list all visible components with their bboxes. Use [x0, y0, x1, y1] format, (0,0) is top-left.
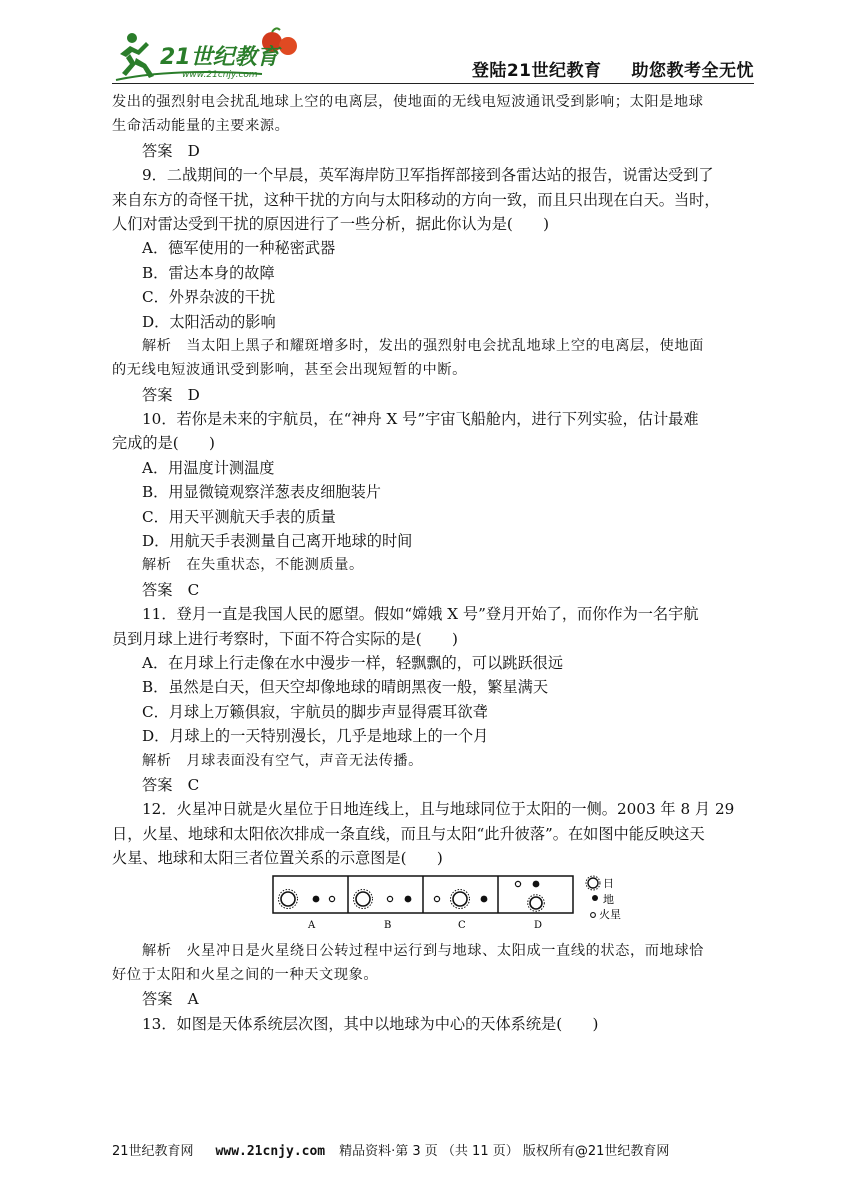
sun-earth-mars-figure	[272, 875, 652, 935]
text-line: D．太阳活动的影响	[142, 312, 276, 331]
page-footer	[112, 1140, 669, 1159]
mars-icon	[434, 896, 439, 901]
earth-icon	[533, 880, 540, 887]
text-line: D．用航天手表测量自己离开地球的时间	[142, 532, 413, 551]
text-line: 生命活动能量的主要来源。	[112, 118, 290, 135]
mars-icon	[329, 896, 334, 901]
text-line: 来自东方的奇怪干扰，这种干扰的方向与太阳移动的方向一致，而且只出现在白天。当时，	[112, 190, 720, 209]
option-c-diagram	[434, 889, 487, 908]
text-line: 12．火星冲日就是火星位于日地连线上，且与地球同位于太阳的一侧。2003 年 8 月 29	[142, 800, 735, 819]
text-line: 完成的是( )	[112, 434, 215, 453]
text-line: 员到月球上进行考察时，下面不符合实际的是( )	[112, 629, 458, 648]
earth-icon	[405, 895, 412, 902]
text-line: B．虽然是白天，但天空却像地球的晴朗黑夜一般，繁星满天	[142, 678, 549, 697]
text-line: C．用天平测航天手表的质量	[142, 507, 336, 526]
mars-icon	[515, 881, 520, 886]
option-b-label: B	[384, 919, 392, 931]
slogan-left: 登陆21世纪教育	[471, 61, 602, 81]
text-line: 答案 D	[142, 385, 200, 404]
earth-icon	[481, 895, 488, 902]
text-line: 解析 月球表面没有空气，声音无法传播。	[142, 752, 423, 769]
text-block-1	[112, 90, 754, 871]
text-line: D．月球上的一天特别漫长，几乎是地球上的一个月	[142, 727, 489, 746]
logo-url: www.21cnjy.com	[182, 70, 258, 80]
text-line: 答案 D	[142, 141, 200, 160]
footer-info: 精品资料·第 3 页 （共 11 页） 版权所有@21世纪教育网	[339, 1144, 670, 1159]
text-line: B．雷达本身的故障	[142, 263, 275, 282]
text-line: 好位于太阳和火星之间的一种天文现象。	[112, 966, 379, 983]
text-line: 9．二战期间的一个早晨，英军海岸防卫军指挥部接到各雷达站的报告，说雷达受到了	[142, 166, 714, 185]
text-line: 解析 当太阳上黑子和耀斑增多时，发出的强烈射电会扰乱地球上空的电离层，使地面	[142, 337, 704, 354]
text-line: A．德军使用的一种秘密武器	[142, 239, 336, 258]
legend-mars-icon	[591, 912, 596, 917]
logo	[112, 24, 302, 86]
legend-earth-label: 地	[603, 892, 614, 906]
text-line: 火星、地球和太阳三者位置关系的示意图是( )	[112, 849, 443, 868]
text-line: C．月球上万籁俱寂，宇航员的脚步声显得震耳欲聋	[142, 702, 488, 721]
text-line: 人们对雷达受到干扰的原因进行了一些分析，据此你认为是( )	[112, 214, 550, 233]
option-a-label: A	[308, 919, 316, 931]
legend-mars-label: 火星	[599, 907, 621, 921]
sun-icon	[530, 897, 542, 909]
text-line: 解析 在失重状态，不能测质量。	[142, 557, 364, 574]
text-block-2	[112, 939, 754, 1037]
text-line: 答案 C	[142, 775, 200, 794]
text-line: 13．如图是天体系统层次图，其中以地球为中心的天体系统是( )	[142, 1014, 599, 1033]
runner-icon	[120, 33, 154, 78]
sun-icon	[356, 892, 370, 906]
text-line: 的无线电短波通讯受到影响，甚至会出现短暂的中断。	[112, 362, 467, 379]
text-line: 10．若你是未来的宇航员，在“神舟 X 号”宇宙飞船舱内，进行下列实验，估计最难	[142, 410, 699, 429]
option-d-label: D	[534, 919, 543, 931]
logo-text: 21世纪教育	[160, 45, 279, 70]
option-c-label: C	[458, 919, 466, 931]
text-line: 答案 C	[142, 580, 200, 599]
text-line: B．用显微镜观察洋葱表皮细胞装片	[142, 483, 381, 502]
legend-sun-icon	[588, 878, 598, 888]
figure-legend	[586, 876, 621, 921]
text-line: 答案 A	[142, 990, 199, 1009]
earth-icon	[313, 895, 320, 902]
footer-site: 21世纪教育网	[112, 1144, 194, 1159]
header-divider	[112, 83, 754, 84]
legend-earth-icon	[592, 895, 598, 901]
option-a-diagram	[279, 889, 335, 908]
footer-url[interactable]: www.21cnjy.com	[215, 1144, 326, 1159]
text-line: C．外界杂波的干扰	[142, 288, 276, 307]
page-header	[0, 0, 860, 92]
text-line: 日，火星、地球和太阳依次排成一条直线，而且与太阳“此升彼落”。在如图中能反映这天	[112, 824, 705, 843]
text-line: A．在月球上行走像在水中漫步一样，轻飘飘的，可以跳跃很远	[142, 653, 564, 672]
text-line: 11．登月一直是我国人民的愿望。假如“嫦娥 X 号”登月开始了，而你作为一名宇航	[142, 605, 699, 624]
text-line: 发出的强烈射电会扰乱地球上空的电离层，使地面的无线电短波通讯受到影响；太阳是地球	[112, 94, 704, 110]
option-b-diagram	[354, 889, 412, 908]
legend-sun-label: 日	[603, 876, 614, 890]
slogan-right: 助您教考全无忧	[631, 61, 754, 81]
figure-row	[112, 871, 754, 939]
option-d-diagram	[515, 880, 544, 911]
header-slogan	[472, 56, 754, 81]
text-line: A．用温度计测温度	[142, 458, 275, 477]
sun-icon	[281, 892, 295, 906]
text-line: 解析 火星冲日是火星绕日公转过程中运行到与地球、太阳成一直线的状态，而地球恰	[142, 942, 704, 959]
sun-icon	[453, 892, 467, 906]
mars-icon	[387, 896, 392, 901]
document-body	[112, 90, 754, 1036]
